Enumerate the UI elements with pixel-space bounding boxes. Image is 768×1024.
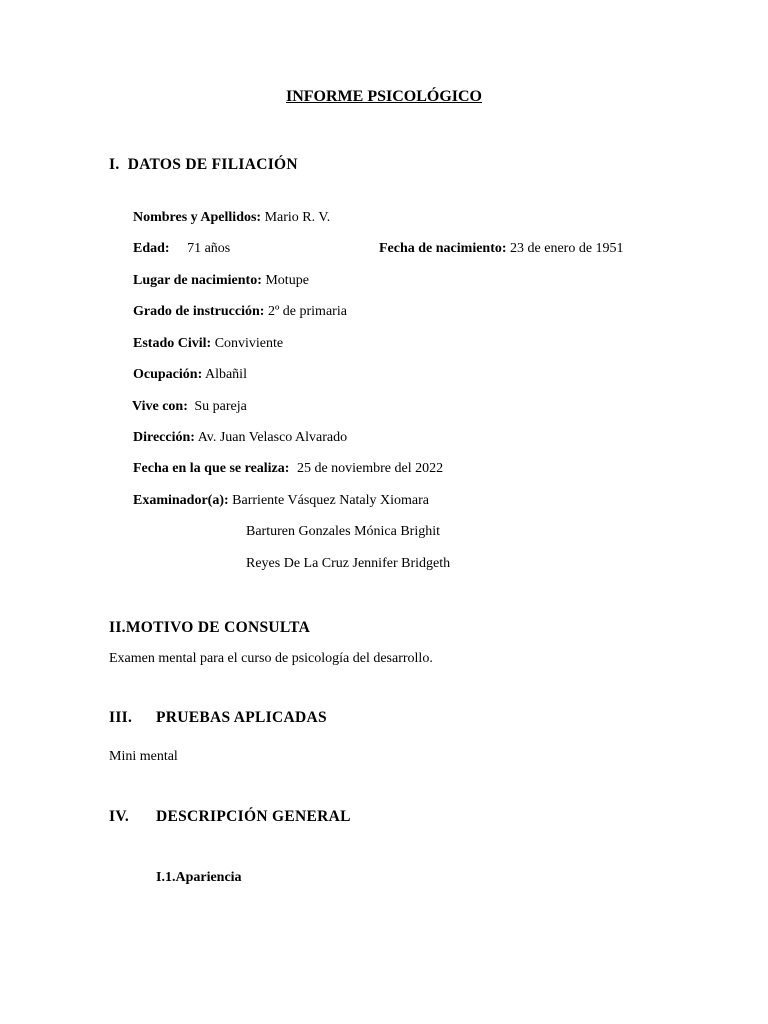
examinador-name: Barturen Gonzales Mónica Brighit (246, 524, 441, 539)
field-nombres (133, 211, 330, 225)
field-label: Grado de instrucción: (133, 304, 265, 319)
section-title-descripcion: DESCRIPCIÓN GENERAL (156, 808, 351, 825)
field-value: 23 de enero de 1951 (510, 241, 624, 256)
field-value: Albañil (204, 367, 247, 382)
subsection-title: Apariencia (175, 870, 242, 885)
field-value: Conviviente (214, 336, 284, 351)
field-label: Edad: (133, 241, 170, 256)
section-title: MOTIVO DE CONSULTA (125, 619, 311, 636)
examinador-name: Reyes De La Cruz Jennifer Bridgeth (246, 556, 451, 571)
section-number-pruebas: III. (109, 709, 133, 726)
field-value: Motupe (265, 273, 309, 288)
field-lugar-nacimiento (133, 274, 309, 288)
section-number: II. (109, 619, 126, 636)
section-title: DATOS DE FILIACIÓN (127, 156, 298, 173)
field-vive-con (132, 400, 247, 414)
field-value: 71 años (187, 241, 231, 256)
motivo-body: Examen mental para el curso de psicología del desarrollo. (109, 651, 433, 666)
field-grado-instruccion (133, 305, 347, 319)
section-title-pruebas: PRUEBAS APLICADAS (156, 709, 327, 726)
field-fecha-nacimiento (379, 242, 624, 256)
field-fecha-realiza (133, 462, 443, 476)
field-value: Mario R. V. (264, 210, 331, 225)
field-direccion (133, 431, 347, 445)
field-estado-civil (133, 337, 283, 351)
section-number: I. (109, 156, 120, 173)
field-value: Av. Juan Velasco Alvarado (197, 430, 348, 445)
field-edad (133, 242, 230, 256)
field-label: Ocupación: (133, 367, 203, 382)
subsection-number: I.1. (156, 870, 176, 885)
field-ocupacion (133, 368, 247, 382)
section-heading-motivo (109, 620, 310, 636)
subsection-apariencia (156, 871, 242, 885)
field-label: Vive con: (132, 399, 188, 414)
field-examinador (133, 494, 429, 508)
field-label: Dirección: (133, 430, 195, 445)
field-label: Estado Civil: (133, 336, 212, 351)
pruebas-body: Mini mental (109, 749, 178, 764)
field-label: Nombres y Apellidos: (133, 210, 262, 225)
section-heading-filiacion (109, 157, 298, 173)
field-value: 25 de noviembre del 2022 (296, 461, 444, 476)
field-value: 2º de primaria (267, 304, 347, 319)
field-value: Su pareja (194, 399, 247, 414)
field-label: Examinador(a): (133, 493, 229, 508)
field-label: Fecha en la que se realiza: (133, 461, 290, 476)
page-title: INFORME PSICOLÓGICO (285, 88, 482, 105)
examinador-name: Barriente Vásquez Nataly Xiomara (232, 493, 429, 508)
field-label: Fecha de nacimiento: (379, 241, 507, 256)
field-label: Lugar de nacimiento: (133, 273, 262, 288)
section-number-descripcion: IV. (109, 808, 130, 825)
